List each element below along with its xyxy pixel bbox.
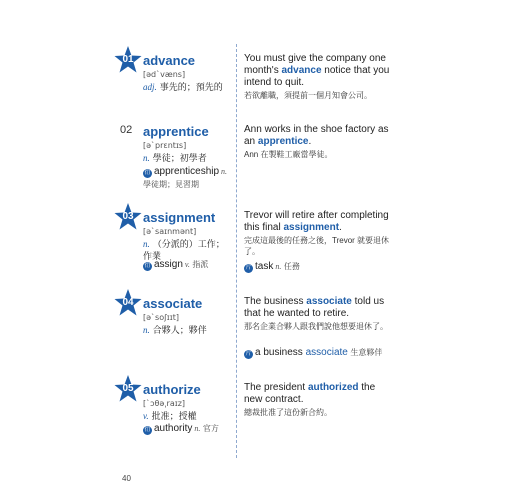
- sentence-text: You must give the company one month's: [244, 53, 386, 76]
- derivative-word: assign: [154, 259, 183, 270]
- part-of-speech: n.: [143, 239, 150, 249]
- sentence-highlight: assignment: [283, 222, 340, 233]
- related-word-text: task: [255, 261, 274, 272]
- headword: associate: [143, 296, 203, 311]
- star-number-badge: [113, 374, 143, 404]
- phrase-badge-icon: 片: [245, 351, 252, 357]
- example-sentence: [244, 296, 394, 320]
- entry-number: 05: [122, 383, 134, 394]
- entry-number: 03: [122, 211, 134, 222]
- example-sentence: [244, 382, 394, 406]
- definition-text: 事先的；預先的: [159, 82, 223, 92]
- derivative-badge-icon: 衍: [144, 263, 151, 269]
- sentence-highlight: authorized: [307, 382, 359, 393]
- star-number-badge: [113, 45, 143, 75]
- derivative-word: authority: [154, 423, 193, 434]
- sentence-text: The president: [244, 382, 308, 393]
- derivative-meaning: 指派: [192, 260, 209, 269]
- phrase-badge-icon: 片: [245, 265, 252, 271]
- derivative-word: apprenticeship: [154, 166, 220, 177]
- sentence-translation: 完成這最後的任務之後，Trevor 就要退休了。: [244, 236, 390, 256]
- example-sentence: [244, 210, 394, 234]
- part-of-speech: n.: [143, 325, 150, 335]
- example-sentence: [244, 53, 394, 89]
- sentence-translation: 總裁批准了這份新合約。: [244, 408, 332, 417]
- star-number-badge: [113, 202, 143, 232]
- sentence-highlight: apprentice: [257, 136, 309, 147]
- definition-text: 學徒；初學者: [152, 153, 207, 163]
- definition-text: 批准；授權: [151, 411, 197, 421]
- pronunciation: [əˋsaɪnmənt]: [143, 227, 197, 236]
- part-of-speech: adj.: [143, 82, 157, 92]
- definition: [143, 81, 228, 93]
- derivative-pos: n.: [221, 167, 228, 176]
- part-of-speech: v.: [143, 411, 149, 421]
- related-word-pos: n.: [275, 262, 282, 271]
- pronunciation: [əˋprɛntɪs]: [143, 141, 187, 150]
- definition-text: 合夥人；夥伴: [152, 325, 207, 335]
- part-of-speech: n.: [143, 153, 150, 163]
- phrase-highlight: associate: [305, 347, 348, 358]
- sentence-text: told us that he wanted to retire.: [244, 296, 385, 319]
- sentence-text: the new contract.: [244, 382, 376, 405]
- derivative: [143, 165, 238, 191]
- derivative: [143, 258, 238, 271]
- definition: [143, 324, 228, 336]
- derivative-meaning: 學徒期；見習期: [143, 180, 199, 189]
- headword: assignment: [143, 210, 216, 225]
- sentence-text: notice that you intend to quit.: [244, 65, 390, 88]
- headword: authorize: [143, 382, 201, 397]
- derivative-meaning: 官方: [202, 424, 219, 433]
- example-sentence: [244, 124, 394, 148]
- derivative-pos: v.: [184, 260, 190, 269]
- derivative-pos: n.: [194, 424, 201, 433]
- derivative-badge-icon: 衍: [144, 170, 151, 176]
- sentence-text: Trevor will retire after completing this final: [244, 210, 389, 233]
- star-number-badge: [113, 288, 143, 318]
- sentence-translation: Ann 在製鞋工廠當學徒。: [244, 150, 333, 159]
- pronunciation: [ədˋvæns]: [143, 70, 186, 79]
- entry-number: 01: [122, 54, 134, 65]
- sentence-text: Ann works in the shoe factory as an: [244, 124, 389, 147]
- column-divider: [236, 44, 237, 458]
- derivative-badge-icon: 衍: [144, 427, 151, 433]
- definition: [143, 152, 228, 164]
- phrase-text: a business: [255, 347, 306, 358]
- derivative: [143, 422, 238, 435]
- headword: apprentice: [143, 124, 209, 139]
- phrase: [244, 346, 394, 359]
- page-number: 40: [122, 474, 131, 483]
- sentence-text: The business: [244, 296, 307, 307]
- headword: advance: [143, 53, 196, 68]
- sentence-translation: 那名企業合夥人跟我們說他想要退休了。: [244, 322, 388, 331]
- sentence-highlight: associate: [306, 296, 352, 307]
- pronunciation: [ˋɔθə͵raɪz]: [143, 399, 186, 408]
- related-word: [244, 260, 394, 273]
- definition-text: （分派的）工作；作業: [143, 239, 225, 261]
- sentence-text: .: [339, 222, 342, 233]
- sentence-translation: 若欲離職，須提前一個月知會公司。: [244, 91, 372, 100]
- pronunciation: [əˋsoʃɪɪt]: [143, 313, 179, 322]
- entry-number: 02: [120, 124, 133, 136]
- sentence-text: .: [308, 136, 312, 147]
- phrase-meaning: 生意夥伴: [350, 348, 383, 357]
- entry-number: 04: [122, 297, 134, 308]
- sentence-highlight: advance: [281, 65, 322, 76]
- related-word-meaning: 任務: [283, 262, 300, 271]
- definition: [143, 410, 228, 422]
